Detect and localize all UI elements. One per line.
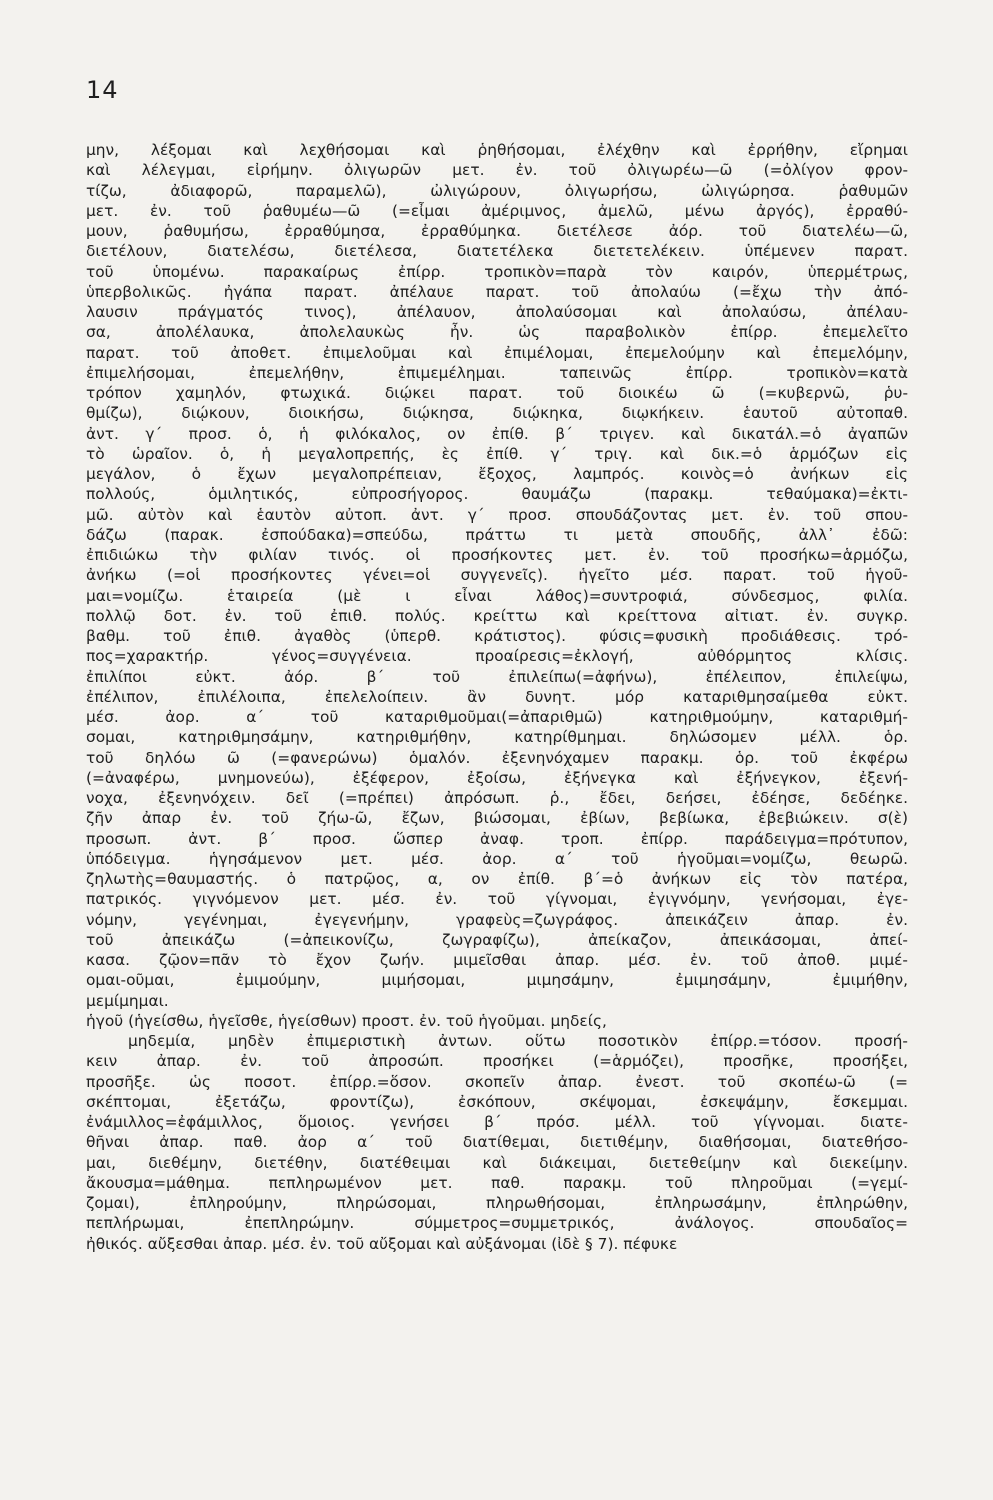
text-line: πολλούς, ὁμιλητικός, εὐπροσήγορος. θαυμάζω (παρακμ. τεθαύμακα)=ἐκτι- bbox=[86, 485, 908, 504]
text-line: ἐπιδιώκω τὴν φιλίαν τινός. οἱ προσήκοντες μετ. ἐν. τοῦ προσήκω=ἁρμόζω, bbox=[86, 546, 908, 564]
text-line: ἠθικός. αὔξεσθαι ἀπαρ. μέσ. ἐν. τοῦ αὔξομαι καὶ αὐξάνομαι (ἰδὲ § 7). πέφυκε bbox=[86, 1234, 678, 1253]
text-line: μην, λέξομαι καὶ λεχθήσομαι καὶ ῥηθήσομαι, ἐλέχθην καὶ ἐρρήθην, εἴρημαι bbox=[86, 141, 908, 159]
text-line: σομαι, κατηριθμησάμην, κατηριθμήθην, κατηρίθμημαι. δηλώσομεν μέλλ. ὁρ. bbox=[86, 728, 908, 747]
text-line: ζηλωτὴς=θαυμαστής. ὁ πατρῷος, α, ον ἐπίθ. β΄=ὁ ἀνήκων εἰς τὸν πατέρα, bbox=[86, 870, 908, 888]
text-line: ἡγοῦ (ἡγείσθω, ἡγεῖσθε, ἡγείσθων) προστ. ἐν. τοῦ ἡγοῦμαι. μηδείς, bbox=[86, 1011, 607, 1030]
text-line: ζῆν ἀπαρ ἐν. τοῦ ζήω-ῶ, ἔζων, βιώσομαι, ἐβίων, βεβίωκα, ἐβεβιώκειν. σ(ὲ) bbox=[86, 809, 908, 828]
text-line: κασα. ζῷον=πᾶν τὸ ἔχον ζωήν. μιμεῖσθαι ἀπαρ. μέσ. ἐν. τοῦ ἀποθ. μιμέ- bbox=[86, 951, 908, 969]
text-line: προσωπ. ἀντ. β΄ προσ. ὥσπερ ἀναφ. τροπ. ἐπίρρ. παράδειγμα=πρότυπον, bbox=[86, 829, 908, 848]
text-line: ἐπιμελήσομαι, ἐπεμελήθην, ἐπιμεμέλημαι. ταπεινῶς ἐπίρρ. τροπικὸν=κατὰ bbox=[86, 363, 908, 382]
text-line: μετ. ἐν. τοῦ ῥαθυμέω—ῶ (=εἶμαι ἀμέριμνος, ἀμελῶ, μένω ἀργός), ἐρραθύ- bbox=[86, 201, 908, 220]
text-line: μαι=νομίζω. ἑταιρεία (μὲ ι εἶναι λάθος)=συντροφιά, σύνδεσμος, φιλία. bbox=[86, 586, 908, 605]
text-line: δάζω (παρακ. ἐσπούδακα)=σπεύδω, πράττω τι μετὰ σπουδῆς, ἀλλ᾽ ἐδῶ: bbox=[86, 525, 908, 544]
text-line: λαυσιν πράγματός τινος), ἀπέλαυον, ἀπολαύσομαι καὶ ἀπολαύσω, ἀπέλαυ- bbox=[86, 303, 908, 321]
text-line: κειν ἀπαρ. ἐν. τοῦ ἀπροσώπ. προσήκει (=ἁρμόζει), προσῆκε, προσήξει, bbox=[86, 1052, 908, 1071]
text-line: ἀντ. γ΄ προσ. ὁ, ἡ φιλόκαλος, ον ἐπίθ. β΄ τριγεν. καὶ δικατάλ.=ὁ ἀγαπῶν bbox=[86, 424, 908, 443]
text-line: πατρικός. γιγνόμενον μετ. μέσ. ἐν. τοῦ γίγνομαι, ἐγιγνόμην, γενήσομαι, ἐγε- bbox=[86, 890, 908, 909]
text-line: ὑπόδειγμα. ἡγησάμενον μετ. μέσ. ἀορ. α΄ τοῦ ἡγοῦμαι=νομίζω, θεωρῶ. bbox=[86, 849, 908, 868]
text-line: τὸ ὡραῖον. ὁ, ἡ μεγαλοπρεπής, ὲς ἐπίθ. γ΄ τριγ. καὶ δικ.=ὁ ἁρμόζων εἰς bbox=[86, 444, 908, 463]
text-line: ἐνάμιλλος=ἐφάμιλλος, ὅμοιος. γενήσει β΄ πρόσ. μέλλ. τοῦ γίγνομαι. διατε- bbox=[86, 1113, 908, 1131]
text-line: διετέλουν, διατελέσω, διετέλεσα, διατετέλεκα διετετελέκειν. ὑπέμενεν παρατ. bbox=[86, 242, 908, 261]
text-line: ὑπερβολικῶς. ἠγάπα παρατ. ἀπέλαυε παρατ. τοῦ ἀπολαύω (=ἔχω τὴν ἀπό- bbox=[86, 282, 908, 301]
text-line: (=ἀναφέρω, μνημονεύω), ἐξέφερον, ἐξοίσω, ἐξήνεγκα καὶ ἐξήνεγκον, ἐξενή- bbox=[86, 768, 908, 787]
text-line: καὶ λέλεγμαι, εἰρήμην. ὀλιγωρῶν μετ. ἐν. τοῦ ὀλιγωρέω—ῶ (=ὀλίγον φρον- bbox=[86, 161, 908, 180]
text-line: μέσ. ἀορ. α΄ τοῦ καταριθμοῦμαι(=ἀπαριθμῶ) κατηριθμούμην, καταριθμή- bbox=[86, 708, 908, 726]
text-line: μεμίμημαι. bbox=[86, 991, 169, 1010]
text-line: ἀνήκω (=οἱ προσήκοντες γένει=οἱ συγγενεῖς). ἡγεῖτο μέσ. παρατ. τοῦ ἡγοῦ- bbox=[86, 566, 908, 585]
body-text bbox=[86, 140, 908, 1254]
text-line: σα, ἀπολέλαυκα, ἀπολελαυκὼς ἦν. ὡς παραβολικὸν ἐπίρρ. ἐπεμελεῖτο bbox=[86, 323, 908, 342]
text-line: τρόπον χαμηλόν, φτωχικά. διῴκει παρατ. τοῦ διοικέω ῶ (=κυβερνῶ, ῥυ- bbox=[86, 384, 908, 402]
text-line: προσῆξε. ὡς ποσοτ. ἐπίρρ.=ὅσον. σκοπεῖν ἀπαρ. ἐνεστ. τοῦ σκοπέω-ῶ (= bbox=[86, 1072, 908, 1091]
text-line: τίζω, ἀδιαφορῶ, παραμελῶ), ὠλιγώρουν, ὀλιγωρήσω, ὠλιγώρησα. ῥαθυμῶν bbox=[86, 181, 908, 200]
text-line: πολλῷ δοτ. ἐν. τοῦ ἐπιθ. πολύς. κρείττω καὶ κρείττονα αἰτιατ. ἐν. συγκρ. bbox=[86, 606, 908, 625]
text-line: πος=χαρακτήρ. γένος=συγγένεια. προαίρεσις=ἐκλογή, αὐθόρμητος κλίσις. bbox=[86, 647, 908, 666]
text-line: μῶ. αὐτὸν καὶ ἑαυτὸν αὐτοπ. ἀντ. γ΄ προσ. σπουδάζοντας μετ. ἐν. τοῦ σπου- bbox=[86, 505, 908, 524]
text-line: τοῦ ὑπομένω. παρακαίρως ἐπίρρ. τροπικὸν=παρὰ τὸν καιρόν, ὑπερμέτρως, bbox=[86, 262, 908, 281]
text-line: μεγάλον, ὁ ἔχων μεγαλοπρέπειαν, ἔξοχος, λαμπρός. κοινὸς=ὁ ἀνήκων εἰς bbox=[86, 465, 908, 483]
text-line: τοῦ ἀπεικάζω (=ἀπεικονίζω, ζωγραφίζω), ἀπείκαζον, ἀπεικάσομαι, ἀπεί- bbox=[86, 930, 908, 949]
text-line: μουν, ῥαθυμήσω, ἐρραθύμησα, ἐρραθύμηκα. διετέλεσε ἀόρ. τοῦ διατελέω—ῶ, bbox=[86, 222, 908, 240]
text-line: μηδεμία, μηδὲν ἐπιμεριστικὴ ἀντων. οὕτω ποσοτικὸν ἐπίρρ.=τόσον. προσή- bbox=[128, 1032, 908, 1050]
text-line: θμίζω), διῴκουν, διοικήσω, διῴκησα, διῴκηκα, διῳκήκειν. ἑαυτοῦ αὐτοπαθ. bbox=[86, 404, 908, 423]
text-line: νοχα, ἐξενηνόχειν. δεῖ (=πρέπει) ἀπρόσωπ. ῥ., ἔδει, δεήσει, ἐδέησε, δεδέηκε. bbox=[86, 789, 908, 807]
text-line: ἄκουσμα=μάθημα. πεπληρωμένον μετ. παθ. παρακμ. τοῦ πληροῦμαι (=γεμί- bbox=[86, 1173, 908, 1192]
page-number: 14 bbox=[86, 76, 119, 104]
text-line: παρατ. τοῦ ἀποθετ. ἐπιμελοῦμαι καὶ ἐπιμέλομαι, ἐπεμελούμην καὶ ἐπεμελόμην, bbox=[86, 343, 908, 362]
text-line: ομαι-οῦμαι, ἐμιμούμην, μιμήσομαι, μιμησάμην, ἐμιμησάμην, ἐμιμήθην, bbox=[86, 971, 908, 990]
text-line: σκέπτομαι, ἐξετάζω, φροντίζω), ἐσκόπουν, σκέψομαι, ἐσκεψάμην, ἔσκεμμαι. bbox=[86, 1092, 908, 1111]
text-line: μαι, διεθέμην, διετέθην, διατέθειμαι καὶ διάκειμαι, διετεθείμην καὶ διεκείμην. bbox=[86, 1153, 908, 1172]
text-line: ἐπέλιπον, ἐπιλέλοιπα, ἐπελελοίπειν. ἂν δυνητ. μόρ καταριθμησαίμεθα εὐκτ. bbox=[86, 687, 908, 706]
text-line: βαθμ. τοῦ ἐπιθ. ἀγαθὸς (ὑπερθ. κράτιστος). φύσις=φυσικὴ προδιάθεσις. τρό- bbox=[86, 627, 908, 645]
text-line: θῆναι ἀπαρ. παθ. ἀορ α΄ τοῦ διατίθεμαι, διετιθέμην, διαθήσομαι, διατεθήσο- bbox=[86, 1133, 908, 1152]
text-line: ἐπιλίποι εὐκτ. ἀόρ. β΄ τοῦ ἐπιλείπω(=ἀφήνω), ἐπέλειπον, ἐπιλείψω, bbox=[86, 667, 908, 686]
text-line: τοῦ δηλόω ῶ (=φανερώνω) ὁμαλόν. ἐξενηνόχαμεν παρακμ. ὁρ. τοῦ ἐκφέρω bbox=[86, 748, 908, 767]
text-line: νόμην, γεγένημαι, ἐγεγενήμην, γραφεὺς=ζωγράφος. ἀπεικάζειν ἀπαρ. ἐν. bbox=[86, 910, 908, 929]
text-line: ζομαι), ἐπληρούμην, πληρώσομαι, πληρωθήσομαι, ἐπληρωσάμην, ἐπληρώθην, bbox=[86, 1194, 908, 1212]
text-line: πεπλήρωμαι, ἐπεπληρώμην. σύμμετρος=συμμετρικός, ἀνάλογος. σπουδαῖος= bbox=[86, 1214, 908, 1233]
